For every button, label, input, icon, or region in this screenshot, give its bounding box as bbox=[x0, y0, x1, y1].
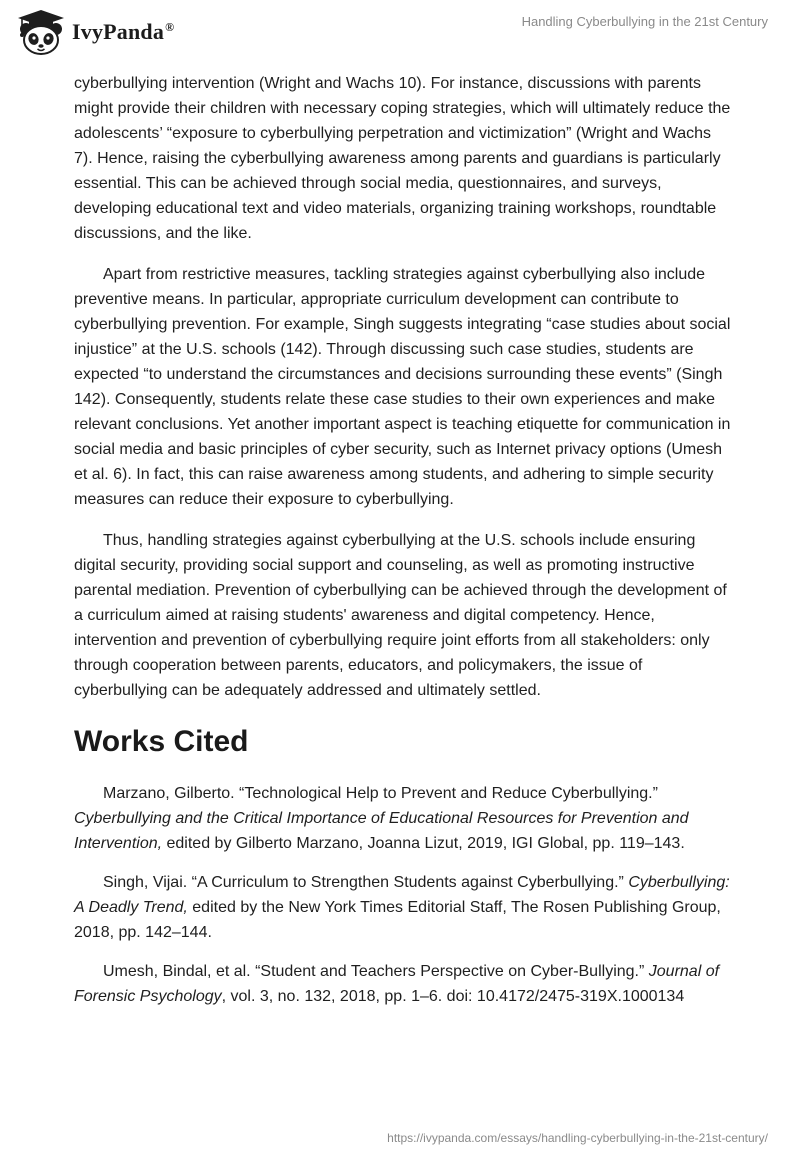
paragraph-1: cyberbullying intervention (Wright and Wachs 10). For instance, discussions with parents might provide their children with necessary coping strategies, which will ultimately reduce the adolescents’ “exposure to cyberbullying perpetration and victimization” (Wright and Wachs 7). Hence, raising the cyberbullying awareness among parents and guardians is particularly essential. This can be achieved through social media, questionnaires, and surveys, developing educational text and video materials, organizing training workshops, roundtable discussions, and the like. bbox=[74, 75, 731, 242]
paragraph-3: Thus, handling strategies against cyberbullying at the U.S. schools include ensuring digital security, providing social support and counseling, as well as promoting instructive parental mediation. Prevention of cyberbullying can be achieved through the development of a curriculum aimed at raising students' awareness and digital competency. Hence, intervention and prevention of cyberbullying require joint efforts from all stakeholders: only through cooperation between parents, educators, and policymakers, the issue of cyberbullying can be adequately addressed and ultimately settled. bbox=[74, 532, 727, 699]
panda-logo-icon bbox=[14, 8, 68, 56]
logo[interactable] bbox=[14, 8, 174, 56]
essay-content bbox=[74, 71, 734, 1023]
works-cited-heading: Works Cited bbox=[74, 725, 249, 758]
paragraph-2: Apart from restrictive measures, tackling strategies against cyberbullying also include preventive means. In particular, appropriate curriculum development can contribute to cyberbullying prevention. For example, Singh suggests integrating “case studies about social injustice” at the U.S. schools (142). Through discussing such case studies, students are expected “to understand the circumstances and decisions surrounding these events” (Singh 142). Consequently, students relate these case studies to their own experiences and make relevant conclusions. Yet another important aspect is teaching etiquette for communication in social media and basic principles of cyber security, such as Internet privacy options (Umesh et al. 6). In fact, this can raise awareness among students, and adhering to simple security measures can reduce their exposure to cyberbullying. bbox=[74, 266, 731, 508]
citation-entry: Marzano, Gilberto. “Technological Help to Prevent and Reduce Cyberbullying.” Cyberbullying and the Critical Importance of Educational Resources for Prevention and Intervention, edited by Gilberto Marzano, Joanna Lizut, 2019, IGI Global, pp. 119–143. bbox=[74, 785, 689, 852]
document-title: Handling Cyberbullying in the 21st Century bbox=[521, 14, 768, 29]
logo-text: IvyPanda® bbox=[72, 19, 175, 44]
citation-entry: Singh, Vijai. “A Curriculum to Strengthen Students against Cyberbullying.” Cyberbullying: A Deadly Trend, edited by the New York Times Editorial Staff, The Rosen Publishing Group, 2018, pp. 142–144. bbox=[74, 874, 730, 941]
page-header bbox=[0, 0, 800, 60]
citation-entry: Umesh, Bindal, et al. “Student and Teachers Perspective on Cyber-Bullying.” Journal of Forensic Psychology, vol. 3, no. 132, 2018, pp. 1–6. doi: 10.4172/2475-319X.1000134 bbox=[74, 963, 720, 1005]
source-url[interactable]: https://ivypanda.com/essays/handling-cyberbullying-in-the-21st-century/ bbox=[387, 1131, 768, 1145]
